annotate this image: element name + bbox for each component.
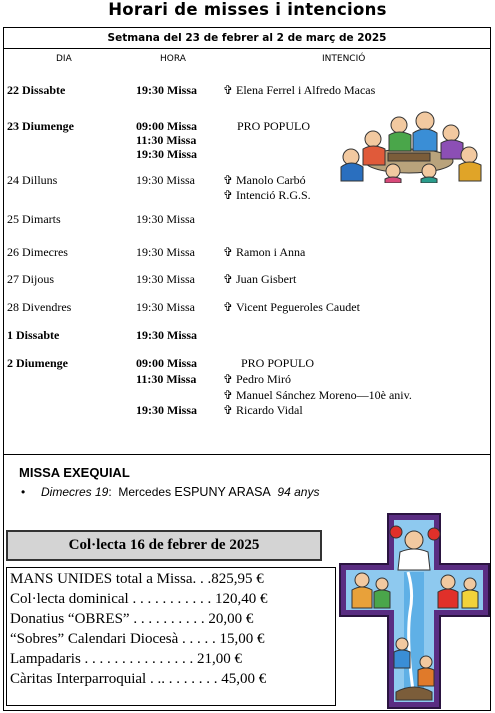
page-title: Horari de misses i intencions [108, 0, 387, 19]
mass-time: 19:30 Missa [136, 245, 196, 259]
intention: PRO POPULO [241, 356, 315, 370]
exequial-entry [19, 485, 319, 499]
cross-icon: ✞ [223, 388, 234, 402]
cross-icon: ✞ [223, 272, 234, 286]
mass-time: 09:00 Missa [136, 356, 197, 370]
day-label: 25 Dimarts [7, 212, 61, 226]
cross-icon: ✞ [223, 188, 234, 202]
mass-time: 09:00 Missa [136, 119, 197, 133]
intention: ✞ Manolo Carbó [223, 173, 306, 187]
cross-illustration [338, 512, 491, 710]
collecta-row: Col·lecta dominical . . . . . . . . . . . 120,40 € [10, 591, 268, 607]
exequial-name: Mercedes [118, 485, 172, 499]
intention: PRO POPULO [237, 119, 311, 133]
collecta-row: MANS UNIDES total a Missa. . .825,95 € [10, 571, 264, 587]
mass-time: 19:30 Missa [136, 173, 196, 187]
mass-time: 19:30 Missa [136, 300, 196, 314]
intention: ✞ Ramon i Anna [223, 245, 306, 259]
day-label: 2 Diumenge [7, 356, 68, 370]
bullet-icon: • [21, 485, 26, 499]
intention: ✞ Vicent Pegueroles Caudet [223, 300, 360, 314]
collecta-row: Lampadaris . . . . . . . . . . . . . . . 21,00 € [10, 651, 243, 667]
mass-time: 19:30 Missa [136, 403, 197, 417]
collecta-row: Donatius “OBRES” . . . . . . . . . . 20,00 € [10, 611, 254, 627]
intention: ✞ Ricardo Vidal [223, 403, 303, 417]
mass-time: 11:30 Missa [136, 372, 197, 386]
exequial-title: MISSA EXEQUIAL [19, 465, 130, 480]
week-range: Setmana del 23 de febrer al 2 de març de 2025 [3, 27, 491, 49]
exequial-separator: : [108, 485, 112, 499]
cross-icon: ✞ [223, 372, 234, 386]
header-intencio: INTENCIÓ [322, 54, 366, 64]
intention: ✞ Manuel Sánchez Moreno—10è aniv. [223, 388, 412, 402]
intention: ✞ Intenció R.G.S. [223, 188, 311, 202]
collecta-row: Càritas Interparroquial . .. . . . . . . . 45,00 € [10, 671, 267, 687]
children-praying-illustration [333, 109, 485, 183]
intention: ✞ Elena Ferrel i Alfredo Macas [223, 83, 376, 97]
intention: ✞ Pedro Miró [223, 372, 291, 386]
day-label: 1 Dissabte [7, 328, 60, 342]
exequial-age: 94 anys [277, 485, 320, 499]
mass-time: 19:30 Missa [136, 328, 197, 342]
cross-icon: ✞ [223, 403, 234, 417]
header-dia: DIA [56, 54, 72, 64]
exequial-surname: ESPUNY ARASA [174, 485, 271, 499]
mass-time: 19:30 Missa [136, 83, 197, 97]
cross-icon: ✞ [223, 83, 234, 97]
header-hora: HORA [160, 54, 186, 64]
day-label: 26 Dimecres [7, 245, 68, 259]
day-label: 23 Diumenge [7, 119, 74, 133]
day-label: 27 Dijous [7, 272, 55, 286]
mass-time: 19:30 Missa [136, 147, 197, 161]
exequial-day: Dimecres 19 [41, 485, 109, 499]
intention: ✞ Juan Gisbert [223, 272, 297, 286]
day-label: 24 Dilluns [7, 173, 58, 187]
mass-time: 19:30 Missa [136, 272, 196, 286]
mass-time: 19:30 Missa [136, 212, 196, 226]
collecta-row: “Sobres” Calendari Diocesà . . . . . 15,00 € [10, 631, 265, 647]
cross-icon: ✞ [223, 300, 234, 314]
cross-icon: ✞ [223, 173, 234, 187]
day-label: 22 Dissabte [7, 83, 66, 97]
mass-time: 11:30 Missa [136, 133, 197, 147]
section-divider [3, 454, 491, 455]
collecta-title: Col·lecta 16 de febrer de 2025 [6, 530, 322, 561]
cross-icon: ✞ [223, 245, 234, 259]
day-label: 28 Divendres [7, 300, 72, 314]
